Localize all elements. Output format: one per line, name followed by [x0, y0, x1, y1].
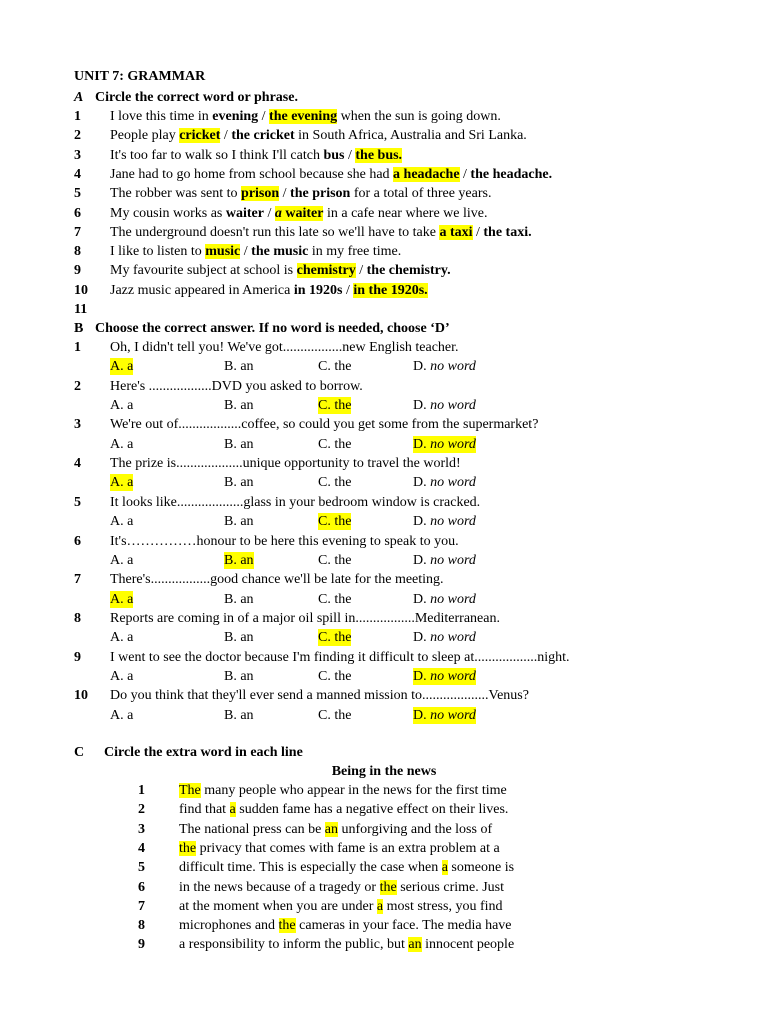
section-c-letter: C [74, 745, 85, 760]
text-fragment: / [355, 263, 367, 279]
answer-option: A. a [110, 591, 134, 607]
text-fragment: / [279, 186, 291, 202]
line-number: 1 [138, 783, 145, 798]
choice-option: in 1920s [293, 282, 343, 298]
text-fragment: difficult time. This is especially the case when [179, 860, 442, 876]
line-text [179, 821, 492, 838]
answer-choice: B. an [224, 707, 254, 723]
item-number: 2 [74, 128, 81, 144]
question-text: There's.................good chance we'll be late for the meeting. [110, 572, 444, 588]
answer-choice: A. a [110, 630, 134, 646]
line-text [179, 898, 503, 915]
choice-option: bus [323, 147, 345, 163]
answer-choice: D. no word [413, 591, 476, 607]
answer-choice: A. a [110, 514, 134, 530]
text-fragment: The national press can be [179, 821, 325, 837]
option-label: no word [430, 707, 476, 723]
line-text [179, 801, 508, 818]
text-fragment: / [342, 282, 354, 298]
item-text [110, 243, 401, 260]
question-text: I went to see the doctor because I'm finding it difficult to sleep at..................night. [110, 649, 570, 665]
extra-word: an [324, 821, 338, 837]
choice-option: the headache. [470, 166, 553, 182]
answer-choice: D. no word [413, 475, 476, 491]
answer-choice: A. a [110, 436, 134, 452]
question-text: Here's ..................DVD you asked to borrow. [110, 378, 363, 394]
text-fragment: The underground doesn't run this late so we'll have to take [110, 224, 440, 240]
extra-word: a [376, 898, 384, 914]
extra-word: a [441, 860, 448, 876]
option-label: no word [430, 591, 476, 607]
choice-option: waiter [225, 205, 264, 221]
text-fragment: in the news because of a tragedy or [179, 879, 380, 895]
passage-title: Being in the news [331, 764, 437, 779]
unit-title: UNIT 7: GRAMMAR [74, 69, 206, 84]
answer-option: C. the [318, 514, 352, 530]
line-text [179, 840, 500, 857]
text-fragment: People play [110, 128, 180, 144]
text-fragment: microphones and [179, 918, 279, 934]
choice-answer: waiter [281, 205, 324, 221]
extra-word: the [379, 879, 397, 895]
text-fragment: serious crime. Just [396, 879, 505, 895]
item-text [110, 127, 527, 144]
text-fragment: innocent people [421, 937, 515, 953]
option-label: no word [430, 359, 476, 375]
choice-option: the taxi. [483, 224, 532, 240]
answer-choice: B. an [224, 668, 254, 684]
question-text: The prize is...................unique opportunity to travel the world! [110, 456, 461, 472]
text-fragment: cameras in your face. The media have [295, 918, 512, 934]
text-fragment: It's too far to walk so I think I'll catch [110, 147, 324, 163]
choice-answer: music [205, 244, 241, 260]
answer-choice: C. the [318, 552, 352, 568]
option-label: no word [430, 398, 476, 413]
answer-option: A. a [110, 475, 134, 491]
answer-choice: A. a [110, 668, 134, 684]
item-number: 1 [74, 109, 81, 124]
item-text [110, 224, 532, 241]
answer-choice: C. the [318, 668, 352, 684]
option-label: no word [430, 436, 476, 452]
text-fragment: My cousin works as [110, 205, 226, 221]
item-number: 5 [74, 186, 81, 202]
text-fragment: Jazz music appeared in America [110, 282, 294, 298]
line-number: 4 [138, 840, 145, 856]
answer-choice: A. a [110, 552, 134, 568]
question-text: We're out of..................coffee, so could you get some from the supermarket? [110, 417, 539, 433]
answer-choice: B. an [224, 436, 254, 452]
line-text [179, 859, 514, 876]
question-number: 3 [74, 417, 81, 433]
answer-choice: B. an [224, 630, 254, 646]
choice-option: the cricket [231, 128, 295, 144]
text-fragment: sudden fame has a negative effect on their lives. [235, 802, 509, 818]
answer-choice: B. an [224, 359, 254, 375]
text-fragment: for a total of three years. [350, 186, 492, 202]
text-fragment: find that [179, 802, 230, 818]
text-fragment: most stress, you find [383, 898, 503, 914]
extra-word: a [229, 802, 236, 818]
item-number: 9 [74, 263, 81, 279]
option-label: no word [430, 514, 476, 530]
item-number: 10 [74, 282, 88, 298]
option-label: no word [430, 475, 476, 491]
answer-choice: C. the [318, 436, 352, 452]
answer-choice: D. no word [413, 630, 476, 646]
text-fragment: / [220, 128, 232, 144]
text-fragment: / [459, 166, 471, 182]
answer-choice: A. a [110, 398, 134, 413]
question-text: Reports are coming in of a major oil spill in.................Mediterranean. [110, 610, 500, 626]
text-fragment: I love this time in [110, 109, 213, 124]
choice-option: the chemistry. [366, 263, 451, 279]
section-b-letter: B [74, 321, 84, 336]
extra-word: an [408, 937, 422, 953]
answer-option: B. an [224, 552, 254, 568]
choice-answer: a taxi [439, 224, 473, 240]
answer-choice: D. no word [413, 359, 476, 375]
question-text: Do you think that they'll ever send a manned mission to...................Venus? [110, 688, 529, 704]
text-fragment: unforgiving and the loss of [338, 821, 493, 837]
text-fragment: at the moment when you are under [179, 898, 377, 914]
text-fragment: Jane had to go home from school because she had [110, 166, 394, 182]
item-number: 6 [74, 205, 81, 221]
choice-answer: the bus. [355, 147, 403, 163]
answer-choice: C. the [318, 591, 352, 607]
answer-choice: B. an [224, 398, 254, 413]
text-fragment: privacy that comes with fame is an extra problem at a [196, 840, 500, 856]
line-number: 2 [138, 802, 145, 818]
answer-option: D. no word [413, 668, 476, 684]
item-text [110, 205, 487, 222]
choice-option: the music [251, 244, 309, 260]
answer-choice: D. no word [413, 552, 476, 568]
option-label: no word [430, 552, 476, 568]
text-fragment: The robber was sent to [110, 186, 242, 202]
choice-answer: in the 1920s. [353, 282, 428, 298]
line-text [179, 782, 507, 799]
choice-option: evening [212, 109, 259, 124]
text-fragment: / [472, 224, 484, 240]
answer-choice: D. no word [413, 398, 476, 413]
extra-word: the [179, 840, 197, 856]
question-text: It's……………honour to be here this evening to speak to you. [110, 533, 459, 549]
answer-choice: D. no word [413, 514, 476, 530]
text-fragment: I like to listen to [110, 244, 206, 260]
text-fragment: / [263, 205, 275, 221]
answer-option: A. a [110, 359, 134, 375]
answer-option: D. no word [413, 436, 476, 452]
item-text [110, 262, 451, 279]
section-c-instruction: Circle the extra word in each line [104, 745, 303, 760]
item-text [110, 147, 402, 164]
text-fragment: a responsibility to inform the public, but [179, 937, 409, 953]
section-b-instruction: Choose the correct answer. If no word is needed, choose ‘D’ [95, 321, 450, 336]
answer-choice: C. the [318, 475, 352, 491]
line-number: 8 [138, 918, 145, 934]
question-number: 1 [74, 340, 81, 355]
line-number: 3 [138, 821, 145, 837]
choice-answer: cricket [179, 128, 221, 144]
question-number: 9 [74, 649, 81, 665]
line-number: 6 [138, 879, 145, 895]
item-number: 11 [74, 302, 88, 317]
item-text [110, 282, 428, 299]
text-fragment: in South Africa, Australia and Sri Lanka. [294, 128, 527, 144]
option-label: no word [430, 630, 476, 646]
item-number: 4 [74, 166, 81, 182]
item-number: 7 [74, 224, 81, 240]
line-number: 5 [138, 860, 145, 876]
answer-option: D. no word [413, 707, 476, 723]
question-number: 8 [74, 610, 81, 626]
line-text [179, 917, 512, 934]
question-number: 7 [74, 572, 81, 588]
answer-choice: B. an [224, 591, 254, 607]
line-number: 9 [138, 937, 145, 953]
choice-option: the prison [290, 186, 351, 202]
answer-choice: C. the [318, 359, 352, 375]
item-number: 3 [74, 147, 81, 163]
choice-answer: prison [241, 186, 280, 202]
question-number: 2 [74, 378, 81, 394]
question-number: 10 [74, 688, 88, 704]
section-a-letter: A [74, 90, 84, 105]
text-fragment: / [344, 147, 356, 163]
question-number: 6 [74, 533, 81, 549]
text-fragment: when the sun is going down. [337, 109, 501, 124]
question-text: It looks like...................glass in your bedroom window is cracked. [110, 494, 481, 510]
extra-word: The [179, 783, 201, 798]
text-fragment: in a cafe near where we live. [323, 205, 488, 221]
item-text [110, 166, 552, 183]
choice-answer: a headache [393, 166, 460, 182]
item-number: 8 [74, 244, 81, 260]
question-text: Oh, I didn't tell you! We've got.................new English teacher. [110, 340, 459, 355]
text-fragment: many people who appear in the news for the first time [200, 783, 507, 798]
answer-option: C. the [318, 630, 352, 646]
text-fragment: My favourite subject at school is [110, 263, 297, 279]
choice-answer: a [274, 205, 282, 221]
item-text [110, 185, 491, 202]
choice-answer: chemistry [296, 263, 356, 279]
line-text [179, 936, 514, 953]
extra-word: the [278, 918, 296, 934]
item-text [110, 108, 501, 125]
answer-choice: A. a [110, 707, 134, 723]
text-fragment: in my free time. [308, 244, 402, 260]
choice-answer: the evening [269, 109, 338, 124]
question-number: 4 [74, 456, 81, 472]
line-text [179, 879, 504, 896]
answer-choice: C. the [318, 707, 352, 723]
option-label: no word [430, 668, 476, 684]
text-fragment: / [240, 244, 252, 260]
answer-choice: B. an [224, 475, 254, 491]
text-fragment: / [258, 109, 270, 124]
question-number: 5 [74, 494, 81, 510]
answer-choice: B. an [224, 514, 254, 530]
section-a-instruction: Circle the correct word or phrase. [95, 90, 298, 105]
text-fragment: someone is [447, 860, 515, 876]
answer-option: C. the [318, 398, 352, 413]
line-number: 7 [138, 898, 145, 914]
